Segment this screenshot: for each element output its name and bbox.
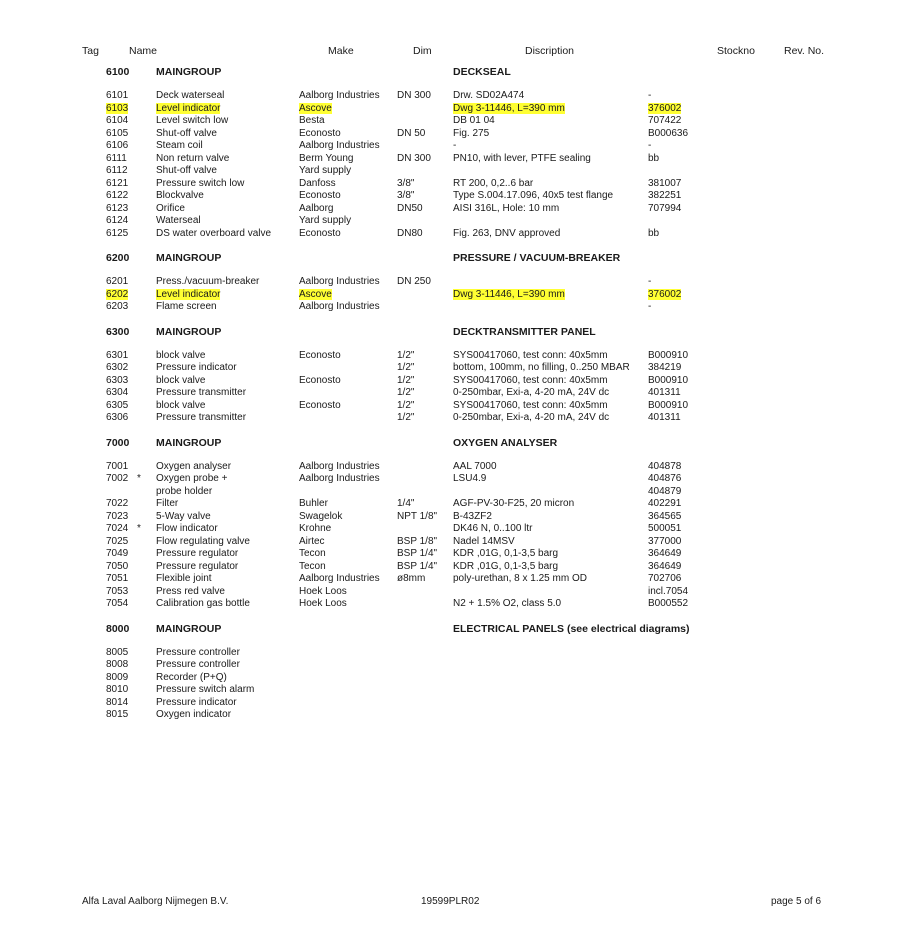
cell-stockno: B000552 (648, 598, 689, 609)
highlighted-text: Dwg 3-11446, L=390 mm (453, 288, 565, 300)
cell-tag: 6101 (106, 90, 129, 101)
footer-docno: 19599PLR02 (421, 896, 480, 907)
cell-name: Pressure transmitter (156, 387, 247, 398)
cell-stockno: 402291 (648, 498, 682, 509)
cell-name: Deck waterseal (156, 90, 225, 101)
cell-tag: 6122 (106, 190, 129, 201)
cell-tag: 8000 (106, 622, 130, 635)
header-stockno: Stockno (717, 45, 755, 57)
cell-stockno (648, 289, 718, 301)
highlighted-text: 6103 (106, 102, 129, 114)
cell-description: bottom, 100mm, no filling, 0..250 MBAR (453, 362, 630, 373)
cell-description: SYS00417060, test conn: 40x5mm (453, 349, 608, 361)
cell-name: Flow indicator (156, 523, 218, 534)
cell-make: Aalborg Industries (299, 473, 380, 484)
header-dim: Dim (413, 45, 432, 57)
cell-name (156, 103, 296, 115)
table-row (0, 153, 912, 166)
cell-name: DS water overboard valve (156, 227, 272, 239)
table-row (0, 178, 912, 191)
cell-stockno: bb (648, 152, 660, 164)
cell-tag: 6201 (106, 276, 129, 287)
cell-tag (106, 103, 140, 115)
footer-company: Alfa Laval Aalborg Nijmegen B.V. (82, 896, 229, 907)
table-row (0, 140, 912, 153)
header-tag: Tag (82, 45, 99, 57)
highlighted-text: Dwg 3-11446, L=390 mm (453, 102, 565, 114)
cell-name: Pressure controller (156, 659, 240, 670)
cell-name: Pressure controller (156, 646, 240, 658)
table-row (0, 228, 912, 241)
cell-name: MAINGROUP (156, 325, 222, 338)
cell-description: DECKTRANSMITTER PANEL (453, 325, 596, 338)
cell-name: Pressure indicator (156, 696, 237, 708)
cell-make (299, 103, 397, 115)
cell-dim: 1/2" (397, 412, 415, 423)
table-row (0, 586, 912, 599)
table-row (0, 697, 912, 710)
highlighted-text: Ascove (299, 102, 332, 114)
table-row (0, 709, 912, 722)
cell-dim: DN 300 (397, 152, 431, 164)
table-row (0, 387, 912, 400)
highlighted-text: Level indicator (156, 288, 221, 300)
table-row (0, 511, 912, 524)
cell-name: Flexible joint (156, 573, 212, 584)
cell-description: PN10, with lever, PTFE sealing (453, 152, 591, 164)
cell-stockno: B000910 (648, 374, 689, 386)
cell-name: Waterseal (156, 215, 201, 226)
table-row (0, 659, 912, 672)
cell-tag: 6121 (106, 177, 129, 189)
cell-name: Pressure transmitter (156, 412, 247, 423)
table-row (0, 103, 912, 116)
cell-dim: 1/4" (397, 498, 415, 509)
cell-name: Calibration gas bottle (156, 598, 250, 609)
group-header-row (0, 66, 912, 79)
cell-stockno: 401311 (648, 387, 681, 398)
cell-name: Steam coil (156, 140, 203, 151)
cell-make: Buhler (299, 498, 328, 509)
cell-name: Press./vacuum-breaker (156, 276, 260, 287)
cell-stockno: 404876 (648, 473, 682, 484)
table-row (0, 90, 912, 103)
cell-stockno: 707422 (648, 115, 682, 126)
cell-make: Econosto (299, 227, 341, 239)
cell-tag: 7051 (106, 573, 129, 584)
cell-tag: 6306 (106, 412, 129, 423)
cell-tag: 6112 (106, 165, 128, 176)
cell-description: - (453, 140, 457, 151)
cell-dim: BSP 1/8" (397, 535, 438, 547)
cell-tag (106, 289, 140, 301)
table-row (0, 548, 912, 561)
cell-tag: 8009 (106, 671, 129, 683)
cell-stockno: B000910 (648, 349, 689, 361)
cell-tag: 7022 (106, 498, 129, 509)
cell-tag: 6124 (106, 215, 129, 226)
cell-name: Level switch low (156, 115, 229, 126)
cell-dim: DN50 (397, 202, 423, 214)
cell-stockno: 500051 (648, 523, 682, 534)
group-header-row (0, 623, 912, 636)
cell-stockno: 382251 (648, 190, 682, 201)
cell-make: Danfoss (299, 177, 336, 189)
cell-make: Econosto (299, 127, 341, 139)
cell-name: Oxygen analyser (156, 460, 232, 472)
cell-description: ELECTRICAL PANELS (see electrical diagrams) (453, 622, 690, 635)
cell-tag: 6123 (106, 202, 129, 214)
header-name: Name (129, 45, 158, 57)
cell-make: Aalborg Industries (299, 276, 380, 287)
cell-name: Filter (156, 498, 179, 509)
cell-tag: 7024 (106, 523, 129, 534)
cell-tag: 6104 (106, 115, 129, 126)
cell-make: Aalborg Industries (299, 460, 380, 472)
table-row (0, 375, 912, 388)
cell-name: Blockvalve (156, 190, 204, 201)
cell-name: Pressure indicator (156, 362, 237, 373)
table-row (0, 190, 912, 203)
cell-description: 0-250mbar, Exi-a, 4-20 mA, 24V dc (453, 387, 610, 398)
group-header-row (0, 252, 912, 265)
cell-tag: 8015 (106, 709, 129, 720)
cell-name: Flow regulating valve (156, 535, 250, 547)
cell-tag: 7001 (106, 460, 129, 472)
cell-stockno: bb (648, 227, 660, 239)
cell-dim: 1/2" (397, 374, 415, 386)
cell-description: DK46 N, 0..100 ltr (453, 523, 533, 534)
cell-name: Oxygen indicator (156, 709, 232, 720)
cell-make: Swagelok (299, 510, 343, 522)
table-row (0, 276, 912, 289)
cell-description: KDR ,01G, 0,1-3,5 barg (453, 560, 559, 572)
table-row (0, 362, 912, 375)
cell-star: * (137, 523, 141, 534)
cell-tag: 7025 (106, 535, 129, 547)
header-make: Make (328, 45, 354, 57)
cell-tag: 6200 (106, 252, 130, 264)
cell-tag: 7002 (106, 473, 129, 484)
cell-description: Fig. 275 (453, 127, 490, 139)
cell-stockno: 384219 (648, 362, 682, 373)
cell-stockno: - (648, 301, 652, 312)
cell-tag: 7054 (106, 598, 129, 609)
cell-description: N2 + 1.5% O2, class 5.0 (453, 598, 562, 609)
cell-tag: 6301 (106, 349, 129, 361)
table-row (0, 301, 912, 314)
cell-description: SYS00417060, test conn: 40x5mm (453, 374, 608, 386)
cell-description: KDR ,01G, 0,1-3,5 barg (453, 548, 559, 559)
cell-dim: DN80 (397, 227, 423, 239)
footer-page: page 5 of 6 (771, 896, 822, 907)
cell-make: Aalborg Industries (299, 301, 380, 312)
cell-make: Hoek Loos (299, 598, 347, 609)
table-row (0, 412, 912, 425)
cell-make: Besta (299, 115, 325, 126)
cell-name: Flame screen (156, 301, 217, 312)
cell-stockno (648, 103, 718, 115)
group-header-row (0, 437, 912, 450)
cell-tag: 8008 (106, 659, 129, 670)
header-description: Discription (525, 45, 575, 57)
cell-tag: 6304 (106, 387, 129, 398)
cell-tag: 6111 (106, 152, 127, 164)
cell-tag: 6100 (106, 66, 130, 78)
cell-dim: 3/8" (397, 177, 415, 189)
cell-dim: 1/2" (397, 362, 415, 373)
cell-dim: BSP 1/4" (397, 560, 438, 572)
cell-name: Shut-off valve (156, 127, 217, 139)
highlighted-text: 6202 (106, 288, 129, 300)
cell-description: AGF-PV-30-F25, 20 micron (453, 498, 575, 509)
table-row (0, 461, 912, 474)
cell-dim: DN 250 (397, 276, 431, 287)
cell-description: 0-250mbar, Exi-a, 4-20 mA, 24V dc (453, 412, 610, 423)
cell-description: DECKSEAL (453, 66, 511, 78)
cell-tag: 7050 (106, 560, 129, 572)
cell-name: block valve (156, 374, 206, 386)
table-row (0, 647, 912, 660)
cell-make: Yard supply (299, 165, 352, 176)
table-row (0, 215, 912, 228)
cell-name: block valve (156, 399, 206, 411)
table-row (0, 289, 912, 302)
cell-make: Econosto (299, 349, 341, 361)
cell-name: Non return valve (156, 152, 230, 164)
cell-tag: 6300 (106, 325, 130, 338)
cell-tag: 7023 (106, 510, 129, 522)
table-row (0, 486, 912, 499)
cell-stockno: 377000 (648, 535, 682, 547)
table-row (0, 128, 912, 141)
cell-tag: 6302 (106, 362, 129, 373)
cell-make: Krohne (299, 523, 332, 534)
table-row (0, 400, 912, 413)
cell-tag: 8010 (106, 684, 129, 695)
cell-description: LSU4.9 (453, 473, 487, 484)
cell-name: Orifice (156, 202, 185, 214)
cell-stockno: 364565 (648, 510, 682, 522)
cell-name: Press red valve (156, 585, 225, 597)
table-row (0, 672, 912, 685)
cell-make: Tecon (299, 548, 326, 559)
cell-stockno: B000910 (648, 399, 689, 411)
cell-description: Nadel 14MSV (453, 535, 515, 547)
cell-dim: ø8mm (397, 573, 426, 584)
cell-name: Shut-off valve (156, 165, 217, 176)
cell-name: MAINGROUP (156, 622, 222, 635)
cell-description: DB 01 04 (453, 115, 495, 126)
cell-stockno: 364649 (648, 548, 682, 559)
highlighted-text: Level indicator (156, 102, 221, 114)
table-row (0, 350, 912, 363)
cell-tag: 6125 (106, 227, 129, 239)
cell-make: Econosto (299, 399, 341, 411)
header-revno: Rev. No. (784, 45, 825, 57)
cell-description: Drw. SD02A474 (453, 90, 525, 101)
cell-name: MAINGROUP (156, 436, 222, 449)
table-row (0, 523, 912, 536)
cell-make: Airtec (299, 535, 325, 547)
cell-make: Tecon (299, 560, 326, 572)
cell-name: Oxygen probe + (156, 473, 228, 484)
cell-dim: 1/2" (397, 399, 415, 411)
cell-description: poly-urethan, 8 x 1.25 mm OD (453, 573, 587, 584)
cell-name (156, 289, 296, 301)
cell-stockno: - (648, 276, 652, 287)
cell-stockno: 381007 (648, 177, 682, 189)
cell-description: B-43ZF2 (453, 510, 492, 522)
cell-stockno: 404878 (648, 460, 682, 472)
cell-stockno: 404879 (648, 485, 682, 497)
cell-stockno: 364649 (648, 560, 682, 572)
cell-tag: 8014 (106, 696, 129, 708)
cell-dim: 3/8" (397, 190, 415, 201)
table-row (0, 165, 912, 178)
cell-description (453, 103, 647, 115)
table-row (0, 536, 912, 549)
cell-tag: 6105 (106, 127, 129, 139)
cell-name: Pressure regulator (156, 548, 239, 559)
cell-tag: 6106 (106, 140, 129, 151)
table-row (0, 115, 912, 128)
table-row (0, 684, 912, 697)
cell-tag: 7053 (106, 585, 129, 597)
table-row (0, 498, 912, 511)
cell-name: probe holder (156, 485, 213, 497)
cell-description: AAL 7000 (453, 460, 497, 472)
table-row (0, 203, 912, 216)
cell-dim: 1/2" (397, 349, 415, 361)
cell-tag: 6303 (106, 374, 129, 386)
cell-make: Hoek Loos (299, 585, 347, 597)
table-row (0, 573, 912, 586)
cell-make: Econosto (299, 374, 341, 386)
cell-description: SYS00417060, test conn: 40x5mm (453, 399, 608, 411)
cell-description: OXYGEN ANALYSER (453, 436, 558, 449)
cell-make: Econosto (299, 190, 341, 201)
cell-tag: 8005 (106, 646, 129, 658)
cell-tag: 7000 (106, 436, 130, 449)
cell-dim: 1/2" (397, 387, 415, 398)
cell-make (299, 289, 397, 301)
cell-name: MAINGROUP (156, 66, 222, 78)
cell-name: block valve (156, 349, 206, 361)
cell-description (453, 289, 647, 301)
cell-name: 5-Way valve (156, 510, 211, 522)
cell-make: Yard supply (299, 215, 352, 226)
cell-make: Aalborg (299, 202, 334, 214)
highlighted-text: 376002 (648, 102, 682, 114)
cell-tag: 7049 (106, 548, 129, 559)
cell-dim: DN 50 (397, 127, 426, 139)
cell-stockno: 702706 (648, 573, 682, 584)
cell-name: MAINGROUP (156, 252, 222, 264)
cell-make: Aalborg Industries (299, 90, 380, 101)
cell-description: Fig. 263, DNV approved (453, 227, 561, 239)
cell-name: Recorder (P+Q) (156, 671, 227, 683)
cell-make: Aalborg Industries (299, 140, 380, 151)
table-row (0, 598, 912, 611)
highlighted-text: Ascove (299, 288, 332, 300)
cell-dim: BSP 1/4" (397, 548, 438, 559)
cell-description: RT 200, 0,2..6 bar (453, 177, 534, 189)
cell-stockno: B000636 (648, 127, 689, 139)
cell-description: AISI 316L, Hole: 10 mm (453, 202, 560, 214)
group-header-row (0, 326, 912, 339)
highlighted-text: 376002 (648, 288, 682, 300)
cell-tag: 6305 (106, 399, 129, 411)
cell-description: Type S.004.17.096, 40x5 test flange (453, 190, 614, 201)
cell-description: PRESSURE / VACUUM-BREAKER (453, 252, 621, 264)
cell-star: * (137, 473, 141, 484)
cell-stockno: 401311 (648, 412, 681, 423)
cell-stockno: - (648, 90, 652, 101)
cell-name: Pressure regulator (156, 560, 239, 572)
cell-make: Aalborg Industries (299, 573, 380, 584)
cell-stockno: incl.7054 (648, 585, 689, 597)
cell-dim: DN 300 (397, 90, 431, 101)
cell-stockno: - (648, 140, 652, 151)
cell-name: Pressure switch alarm (156, 684, 255, 695)
table-row (0, 561, 912, 574)
cell-name: Pressure switch low (156, 177, 245, 189)
cell-make: Berm Young (299, 152, 354, 164)
cell-dim: NPT 1/8" (397, 510, 438, 522)
table-row (0, 473, 912, 486)
cell-tag: 6203 (106, 301, 129, 312)
cell-stockno: 707994 (648, 202, 682, 214)
